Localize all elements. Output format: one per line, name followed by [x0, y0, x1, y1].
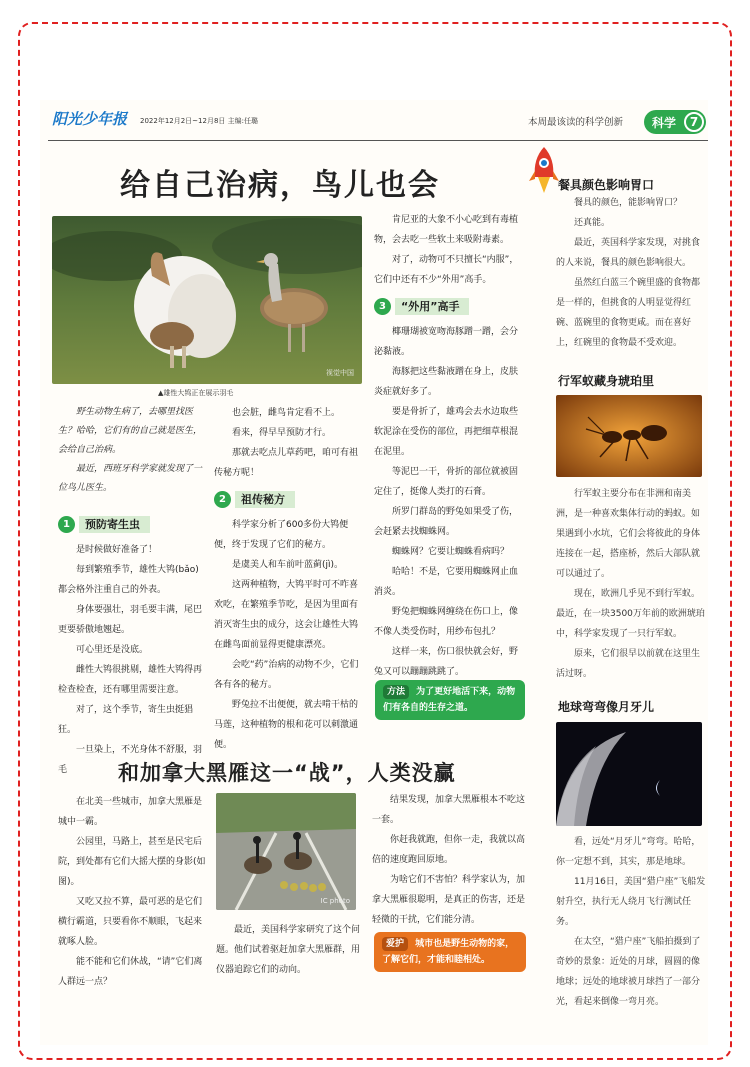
earth-crescent-photo [556, 722, 702, 826]
paragraph: 看，远处“月牙儿”弯弯。哈哈，你一定想不到，其实，那是地球。 [556, 837, 701, 867]
paragraph: 科学家分析了600多份大鸨便便，终于发现了它们的秘方。 [214, 520, 349, 550]
section3-number: 3 [374, 298, 391, 315]
paragraph: 行军蚁主要分布在非洲和南美洲，是一种喜欢集体行动的蚂蚁。如果遇到小水坑，它们会将彼此的身体连接在一起，搭座桥，然后大部队就可以通过了。 [556, 489, 701, 579]
paragraph: 结果发现，加拿大黑雁根本不吃这一套。 [372, 795, 526, 825]
paragraph: 蜘蛛网？它要让蜘蛛看病吗？ [392, 547, 510, 557]
paragraph: 最近，英国科学家发现，对挑食的人来说，餐具的颜色影响很大。 [556, 238, 701, 268]
paragraph: 海豚把这些黏液蹭在身上，皮肤炎症就好多了。 [374, 367, 519, 397]
bustard-illustration [52, 216, 362, 384]
section1-title: 预防寄生虫 [79, 516, 150, 533]
header-rule [48, 140, 708, 141]
paragraph: 你赶我就跑，但你一走，我就以高倍的速度跑回原地。 [372, 835, 526, 865]
paragraph: 能不能和它们休战，“请”它们离人群远一点？ [58, 957, 203, 987]
section3-title: “外用”高手 [395, 298, 469, 315]
paragraph: 椰珊瑚被宽吻海豚蹭一蹭，会分泌黏液。 [374, 327, 519, 357]
amber-ant-photo [556, 395, 702, 477]
method-tip-tag: 方法 [383, 685, 409, 699]
intro-paragraph: 野生动物生病了，去哪里找医生？哈哈，它们有的自己就是医生，会给自己治病。 [58, 407, 203, 455]
paragraph: 会吃“药”治病的动物不少，它们各有各的秘方。 [214, 660, 359, 690]
protect-tip-tag: 爱护 [382, 937, 408, 951]
sidebar-item1-title: 餐具颜色影响胃口 [558, 178, 655, 192]
issue-info: 2022年12月2日~12月8日 主编:任璐 [140, 117, 258, 125]
photo-credit: 视觉中国 [326, 369, 354, 377]
section3-heading [374, 296, 524, 316]
paragraph: 看来，得早早预防才行。 [232, 428, 332, 438]
protect-tip-box [374, 932, 526, 972]
second-article-title: 和加拿大黑雁这一“战”，人类没赢 [118, 761, 456, 785]
paragraph: 哈哈！不是，它要用蜘蛛网止血消炎。 [374, 567, 519, 597]
paragraph: 也会脏，雌鸟肯定看不上。 [232, 408, 341, 418]
paragraph: 为啥它们不害怕？科学家认为，加拿大黑雁很聪明，是真正的伤害，还是轻微的干扰，它们能分清。 [372, 875, 526, 925]
paragraph: 野兔把蜘蛛网缠绕在伤口上，像不像人类受伤时，用纱布包扎？ [374, 607, 519, 637]
intro-paragraph: 最近，西班牙科学家就发现了一位鸟儿医生。 [58, 464, 203, 493]
section1-number: 1 [58, 516, 75, 533]
paragraph: 那就去吃点儿草药吧，咱可有祖传秘方呢！ [214, 448, 359, 478]
paragraph: 在太空，“猎户座”飞船拍摄到了奇妙的景象：近处的月球，圆圆的像地球；远处的地球被月球挡了一部分光，看起来倒像一弯月亮。 [556, 937, 701, 1007]
paragraph: 餐具的颜色，能影响胃口？ [574, 198, 683, 208]
main-column-2 [214, 403, 364, 755]
main-column-1 [58, 403, 204, 780]
paragraph: 原来，它们很早以前就在这里生活过呀。 [556, 649, 701, 679]
earth-crescent-illustration [556, 722, 702, 826]
photo-caption: ▲雄性大鸨正在展示羽毛 [158, 389, 234, 397]
sidebar-item2-body [556, 484, 706, 684]
paragraph: 身体要强壮，羽毛要丰满，尾巴更要骄傲地翘起。 [58, 605, 203, 635]
paragraph: 是时候做好准备了！ [76, 545, 158, 555]
paragraph: 这两种植物，大鸨平时可不咋喜欢吃，在繁殖季节吃，是因为里面有消灭寄生虫的成分，这会让雄性大鸨在雌鸟面前显得更健康漂亮。 [214, 580, 359, 650]
section1-heading [58, 514, 204, 534]
paragraph: 11月16日，美国“猎户座”飞船发射升空，执行无人绕月飞行测试任务。 [556, 877, 706, 927]
section2-title: 祖传秘方 [235, 491, 295, 508]
section2-heading [214, 489, 364, 509]
paragraph: 公园里，马路上，甚至是民宅后院，到处都有它们大摇大摆的身影(如图)。 [58, 837, 206, 887]
newspaper-logo: 阳光少年报 [52, 110, 128, 128]
sidebar-item1-body [556, 193, 706, 353]
paragraph: 雌性大鸨很挑剔，雄性大鸨得再检查检查，还有哪里需要注意。 [58, 665, 203, 695]
method-tip-box [375, 680, 525, 720]
section-label: 科学 [652, 116, 677, 130]
goose-photo-credit: IC photo [320, 897, 350, 905]
paragraph: 还真能。 [574, 218, 611, 228]
motto: 本周最该读的科学创新 [528, 117, 624, 128]
paragraph: 是虞美人和车前叶蓝蓟(jì)。 [232, 560, 344, 570]
paragraph: 对了，动物可不只擅长“内服”，它们中还有不少“外用”高手。 [374, 255, 519, 285]
sidebar-item2-title: 行军蚁藏身琥珀里 [558, 374, 655, 388]
paragraph: 一旦染上，不光身体不舒服，羽毛 [58, 745, 203, 775]
second-column-2 [216, 920, 366, 980]
rocket-icon [527, 145, 561, 197]
protect-tip [374, 932, 526, 972]
page-header [48, 104, 708, 140]
paragraph: 等泥巴一干，骨折的部位就被固定住了，挺像人类打的石膏。 [374, 467, 519, 497]
paragraph: 这样一来，伤口很快就会好，野兔又可以蹦蹦跳跳了。 [374, 647, 519, 677]
second-column-3 [372, 790, 526, 930]
sidebar-item3-body [556, 832, 706, 1012]
bustard-photo [52, 216, 362, 384]
paragraph: 最近，美国科学家研究了这个问题。他们试着驱赶加拿大黑雁群，用仪器追踪它们的动向。 [216, 925, 361, 975]
paragraph: 要是骨折了，雄鸡会去水边取些软泥涂在受伤的部位，再把细草根混在泥里。 [374, 407, 519, 457]
paragraph: 对了，这个季节，寄生虫挺猖狂。 [58, 705, 194, 735]
main-column-3 [374, 210, 524, 682]
protect-tip-text: 城市也是野生动物的家，了解它们，才能和睦相处。 [382, 939, 515, 965]
amber-ant-illustration [556, 395, 702, 477]
paragraph: 在北美一些城市，加拿大黑雁是城中一霸。 [58, 797, 203, 827]
method-tip-text: 为了更好地活下来，动物们有各自的生存之道。 [383, 687, 516, 713]
second-column-1 [58, 792, 208, 992]
paragraph: 所罗门群岛的野兔如果受了伤，会赶紧去找蜘蛛网。 [374, 507, 519, 537]
paragraph: 可心里还是没底。 [76, 645, 149, 655]
sidebar-item3-title: 地球弯弯像月牙儿 [558, 700, 655, 714]
paragraph: 虽然红白蓝三个碗里盛的食物都是一样的，但挑食的人明显觉得红碗、蓝碗里的食物更咸。而在喜好上，红碗里的食物最不受欢迎。 [556, 278, 701, 348]
method-tip [375, 680, 525, 720]
paragraph: 又吃又拉不算，最可恶的是它们横行霸道，只要看你不顺眼，飞起来就啄人脸。 [58, 897, 203, 947]
goose-illustration [216, 793, 356, 910]
section-badge [644, 110, 706, 134]
section2-number: 2 [214, 491, 231, 508]
section-number: 7 [684, 112, 704, 132]
paragraph: 肯尼亚的大象不小心吃到有毒植物，会去吃一些软土来吸附毒素。 [374, 215, 519, 245]
main-article-title: 给自己治病，鸟儿也会 [120, 168, 440, 203]
goose-photo [216, 793, 356, 910]
paragraph: 每到繁殖季节，雄性大鸨(bǎo)都会格外注重自己的外表。 [58, 565, 199, 595]
paragraph: 野兔拉不出便便，就去啃干枯的马莲，这种植物的根和花可以刺激通便。 [214, 700, 359, 750]
paragraph: 现在，欧洲几乎见不到行军蚁。最近，在一块3500万年前的欧洲琥珀中，科学家发现了一只行军蚁。 [556, 589, 705, 639]
